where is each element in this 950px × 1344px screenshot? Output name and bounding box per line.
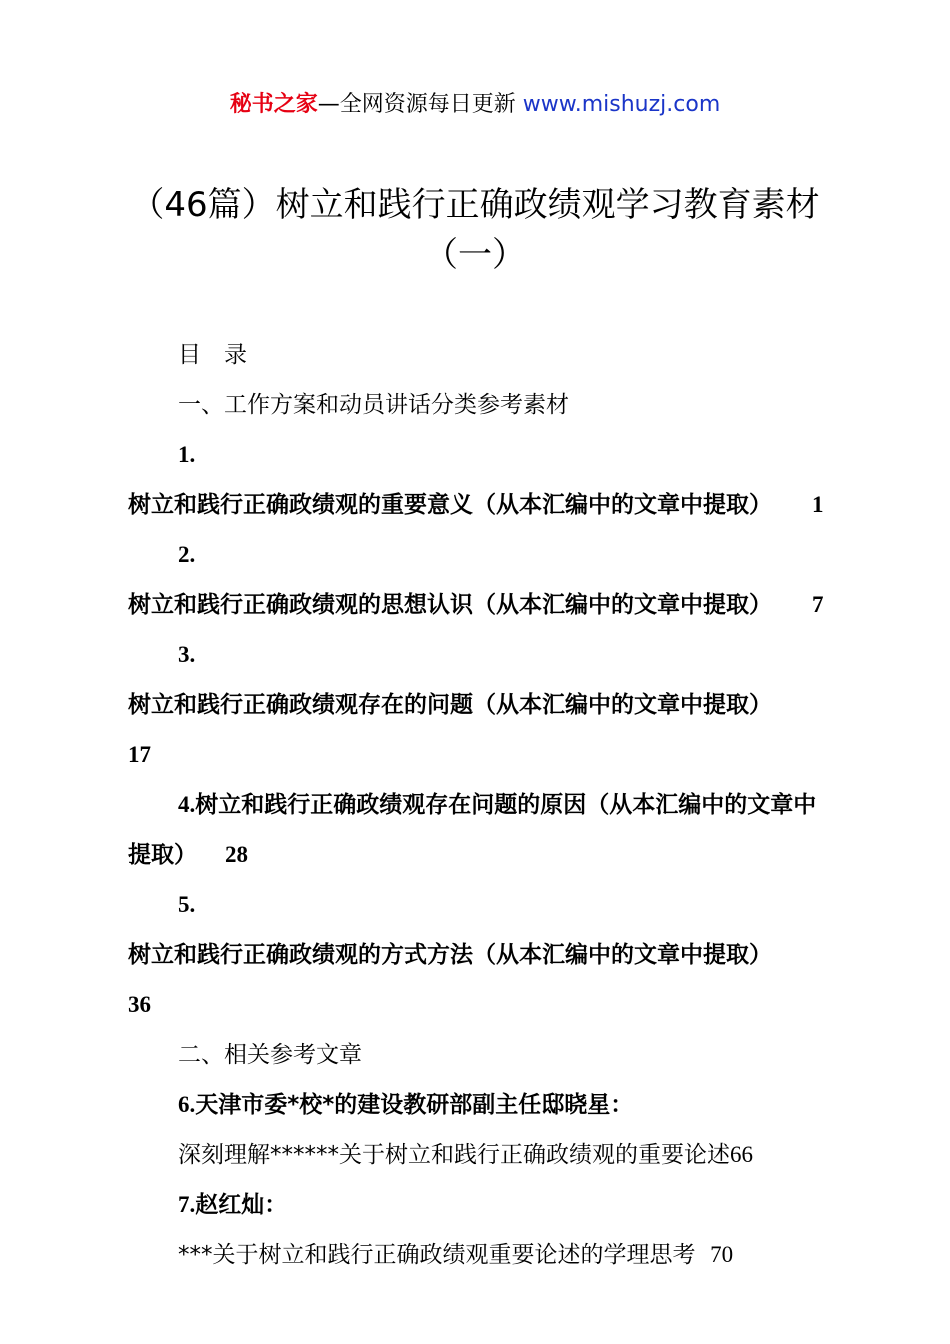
toc-item-number: 5. <box>178 892 196 917</box>
toc-article-title: 深刻理解******关于树立和践行正确政绩观的重要论述 <box>178 1142 730 1168</box>
toc-item-text: 树立和践行正确政绩观的重要意义（从本汇编中的文章中提取） <box>128 492 772 518</box>
toc-article-author: 天津市委*校*的建设教研部副主任邸晓星： <box>195 1092 634 1118</box>
toc-article-number: 7. <box>178 1192 196 1217</box>
site-header <box>0 88 950 122</box>
toc-article-number: 6. <box>178 1092 196 1117</box>
toc-item-number: 1. <box>178 442 196 467</box>
toc-item-text: 树立和践行正确政绩观的方式方法（从本汇编中的文章中提取） <box>128 942 772 968</box>
toc-section-1: 一、工作方案和动员讲话分类参考素材 <box>178 392 569 418</box>
toc-item-page: 1 <box>812 492 824 517</box>
toc-article-7-author[interactable] <box>128 1180 833 1230</box>
toc-article-page: 70 <box>710 1242 734 1267</box>
toc-item-1[interactable] <box>128 430 833 530</box>
toc-item-page: 28 <box>225 842 248 867</box>
toc-item-text: 树立和践行正确政绩观的思想认识（从本汇编中的文章中提取） <box>128 592 772 618</box>
toc-item-text: 树立和践行正确政绩观存在的问题（从本汇编中的文章中提取） <box>128 692 772 718</box>
toc-item-page: 17 <box>128 742 151 767</box>
toc-article-author: 赵红灿： <box>195 1192 288 1218</box>
toc-item-page: 7 <box>812 592 824 617</box>
toc-article-6-author[interactable] <box>128 1080 833 1130</box>
toc-item-number: 4. <box>178 792 196 817</box>
toc-item-3[interactable] <box>128 630 833 780</box>
toc-article-page: 66 <box>730 1142 753 1167</box>
toc-item-2[interactable] <box>128 530 833 630</box>
toc-item-4[interactable] <box>128 780 833 880</box>
toc-item-number: 3. <box>178 642 196 667</box>
toc-article-title: ***关于树立和践行正确政绩观重要论述的学理思考 <box>178 1242 696 1268</box>
toc-item-5[interactable] <box>128 880 833 1030</box>
toc-item-number: 2. <box>178 542 196 567</box>
toc-heading: 目 录 <box>178 342 247 368</box>
table-of-contents <box>128 330 833 1280</box>
toc-article-6-title[interactable] <box>128 1130 833 1180</box>
toc-section-2: 二、相关参考文章 <box>178 1042 362 1068</box>
site-url[interactable]: www.mishuzj.com <box>522 92 721 117</box>
header-tagline: —全网资源每日更新 <box>317 92 523 117</box>
toc-article-7-title[interactable] <box>128 1230 833 1280</box>
brand-name: 秘书之家 <box>229 92 318 117</box>
document-title: （46篇）树立和践行正确政绩观学习教育素材（一） <box>130 185 820 275</box>
toc-item-text: 树立和践行正确政绩观存在问题的原因（从本汇编中的文章中提取） <box>128 792 817 868</box>
toc-item-page: 36 <box>128 992 151 1017</box>
